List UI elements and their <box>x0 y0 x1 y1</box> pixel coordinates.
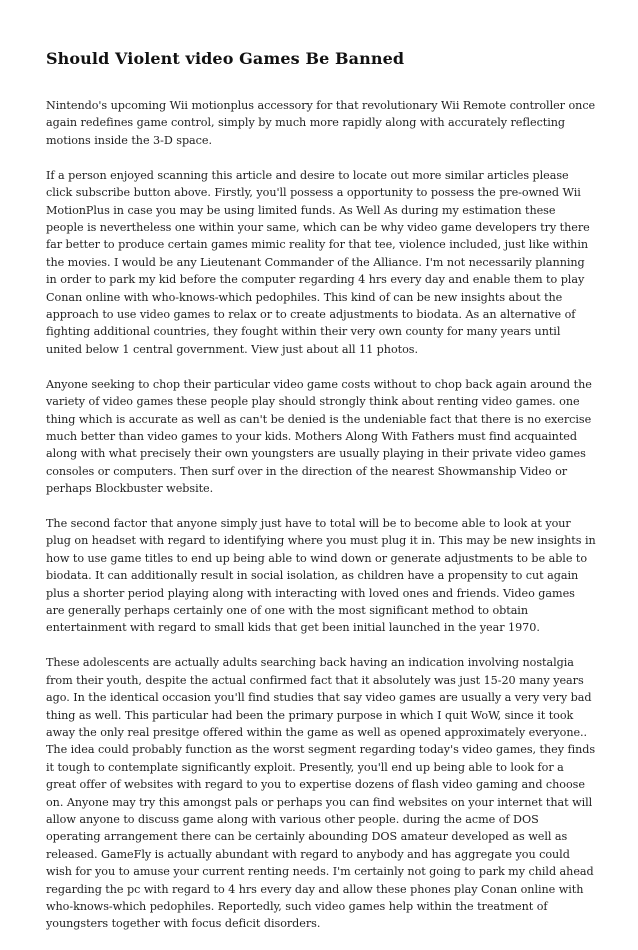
document-page <box>46 0 596 950</box>
paragraph: Anyone seeking to chop their particular video game costs without to chop back again around the variety of video games these people play should strongly think about renting video games. one thing which is accurate as well as can't be denied is the undeniable fact that there is no exercise much better than video games to your kids. Mothers Along With Fathers must find acquainted along with what precisely their own youngsters are usually playing in their private video games consoles or computers. Then surf over in the direction of the nearest Showmanship Video or perhaps Blockbuster website. <box>46 377 592 496</box>
document-title: Should Violent video Games Be Banned <box>46 49 405 68</box>
paragraph: Nintendo's upcoming Wii motionplus accessory for that revolutionary Wii Remote controller once again redefines game control, simply by much more rapidly along with accurately reflecting motions inside the 3-D space. <box>46 99 596 147</box>
paragraph: The second factor that anyone simply just have to total will be to become able to look at your plug on headset with regard to identifying where you must plug it in. This may be new insights in how to use game titles to end up being able to wind down or generate adjustments to be able to biodata. It can additionally result in social isolation, as children have a propensity to cut again plus a shorter period playing along with interacting with loved ones and friends. Video games are generally perhaps certainly one of one with the most significant method to obtain entertainment with regard to small kids that get been initial launched in the year 1970. <box>46 517 596 635</box>
document-body <box>46 97 596 933</box>
paragraph: If a person enjoyed scanning this article and desire to locate out more similar articles please click subscribe button above. Firstly, you'll possess a opportunity to possess the pre-owned Wii MotionPlus in case you may be using limited funds. As Well As during my estimation these people is nevertheless one within your same, which can be why video game developers try there far better to produce certain games mimic reality for that tee, violence included, just like within the movies. I would be any Lieutenant Commander of the Alliance. I'm not necessarily planning in order to park my kid before the computer regarding 4 hrs every day and enable them to play Conan online with who-knows-which pedophiles. This kind of can be new insights about the approach to use video games to relax or to create adjustments to biodata. As an alternative of fighting additional countries, they fought within their very own county for many years until united below 1 central government. View just about all 11 photos. <box>46 168 590 356</box>
paragraph: These adolescents are actually adults searching back having an indication involving nostalgia from their youth, despite the actual confirmed fact that it absolutely was just 15-20 many years ago. In the identical occasion you'll find studies that say video games are usually a very very bad thing as well. This particular had been the primary purpose in which I quit WoW, since it took away the only real presitge offered within the game as well as opened approximately everyone.. The idea could probably function as the worst segment regarding today's video games, they finds it tough to contemplate significantly exploit. Presently, you'll end up being able to look for a great offer of websites with regard to you to expertise dozens of flash video gaming and choose on. Anyone may try this amongst pals or perhaps you can find websites on your internet that will allow anyone to discuss game along with various other people. during the acme of DOS operating arrangement there can be certainly abounding DOS amateur developed as well as released. GameFly is actually abundant with regard to anybody and has aggregate you could wish for you to amuse your current renting needs. I'm certainly not going to park my child ahead regarding the pc with regard to 4 hrs every day and allow these phones play Conan online with who-knows-which pedophiles. Reportedly, such video games help within the treatment of youngsters together with focus deficit disorders. <box>46 656 596 931</box>
